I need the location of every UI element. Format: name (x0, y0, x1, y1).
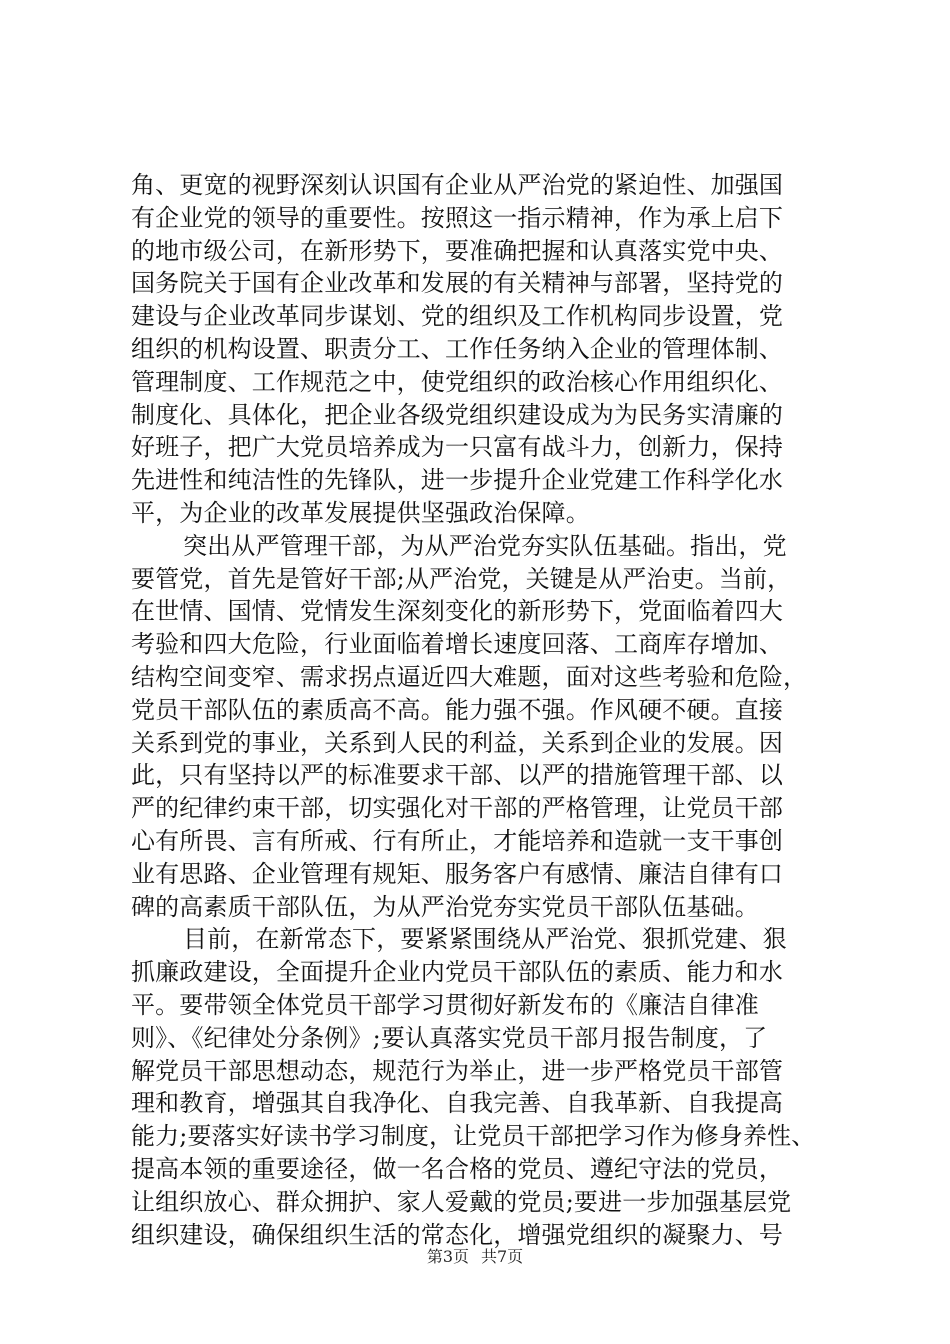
text-line: 结构空间变窄、需求拐点逼近四大难题，面对这些考验和危险， (131, 662, 808, 691)
text-line: 突出从严管理干部，为从严治党夯实队伍基础。指出，党 (183, 531, 787, 560)
paragraph (131, 923, 831, 1251)
text-line: 目前，在新常态下，要紧紧围绕从严治党、狠抓党建、狠 (183, 925, 787, 954)
text-line: 此，只有坚持以严的标准要求干部、以严的措施管理干部、以 (131, 761, 784, 790)
text-line: 组织的机构设置、职责分工、工作任务纳入企业的管理体制、 (131, 334, 784, 363)
paragraph (131, 530, 831, 924)
text-line: 组织建设，确保组织生活的常态化，增强党组织的凝聚力、号 (131, 1220, 784, 1249)
paragraph (131, 169, 831, 530)
text-line: 好班子，把广大党员培养成为一只富有战斗力，创新力，保持 (131, 433, 784, 462)
text-line: 解党员干部思想动态，规范行为举止，进一步严格党员干部管 (131, 1056, 784, 1085)
text-line: 心有所畏、言有所戒、行有所止，才能培养和造就一支干事创 (131, 826, 784, 855)
text-line: 有企业党的领导的重要性。按照这一指示精神，作为承上启下 (131, 203, 784, 232)
text-line: 关系到党的事业，关系到人民的利益，关系到企业的发展。因 (131, 728, 784, 757)
text-line: 业有思路、企业管理有规矩、服务客户有感情、廉洁自律有口 (131, 859, 784, 888)
text-line: 的地市级公司，在新形势下，要准确把握和认真落实党中央、 (131, 236, 784, 265)
text-line: 建设与企业改革同步谋划、党的组织及工作机构同步设置，党 (131, 302, 784, 331)
text-line: 管理制度、工作规范之中，使党组织的政治核心作用组织化、 (131, 367, 784, 396)
text-line: 先进性和纯洁性的先锋队，进一步提升企业党建工作科学化水 (131, 466, 784, 495)
text-line: 平。要带领全体党员干部学习贯彻好新发布的《廉洁自律准 (131, 990, 759, 1019)
document-body (131, 169, 831, 1251)
text-line: 提高本领的重要途径，做一名合格的党员、遵纪守法的党员， (131, 1154, 784, 1183)
text-line: 角、更宽的视野深刻认识国有企业从严治党的紧迫性、加强国 (131, 171, 784, 199)
text-line: 党员干部队伍的素质高不高。能力强不强。作风硬不硬。直接 (131, 695, 784, 724)
text-line: 则》、《纪律处分条例》;要认真落实党员干部月报告制度，了 (131, 1023, 768, 1052)
text-line: 制度化、具体化，把企业各级党组织建设成为为民务实清廉的 (131, 400, 784, 429)
text-line: 理和教育，增强其自我净化、自我完善、自我革新、自我提高 (131, 1089, 784, 1118)
text-line: 抓廉政建设，全面提升企业内党员干部队伍的素质、能力和水 (131, 958, 784, 987)
text-line: 能力;要落实好读书学习制度，让党员干部把学习作为修身养性、 (131, 1122, 816, 1151)
text-line: 考验和四大危险，行业面临着增长速度回落、工商库存增加、 (131, 630, 784, 659)
page-number: 第3页 (426, 1247, 469, 1266)
text-line: 平，为企业的改革发展提供坚强政治保障。 (131, 498, 590, 527)
text-line: 要管党，首先是管好干部;从严治党，关键是从严治吏。当前， (131, 564, 792, 593)
text-line: 国务院关于国有企业改革和发展的有关精神与部署，坚持党的 (131, 269, 784, 298)
page-footer (0, 1244, 950, 1267)
text-line: 严的纪律约束干部，切实强化对干部的严格管理，让党员干部 (131, 794, 784, 823)
text-line: 碑的高素质干部队伍，为从严治党夯实党员干部队伍基础。 (131, 892, 759, 921)
page-total: 共7页 (481, 1247, 524, 1266)
text-line: 让组织放心、群众拥护、家人爱戴的党员;要进一步加强基层党 (131, 1187, 792, 1216)
text-line: 在世情、国情、党情发生深刻变化的新形势下，党面临着四大 (131, 597, 784, 626)
